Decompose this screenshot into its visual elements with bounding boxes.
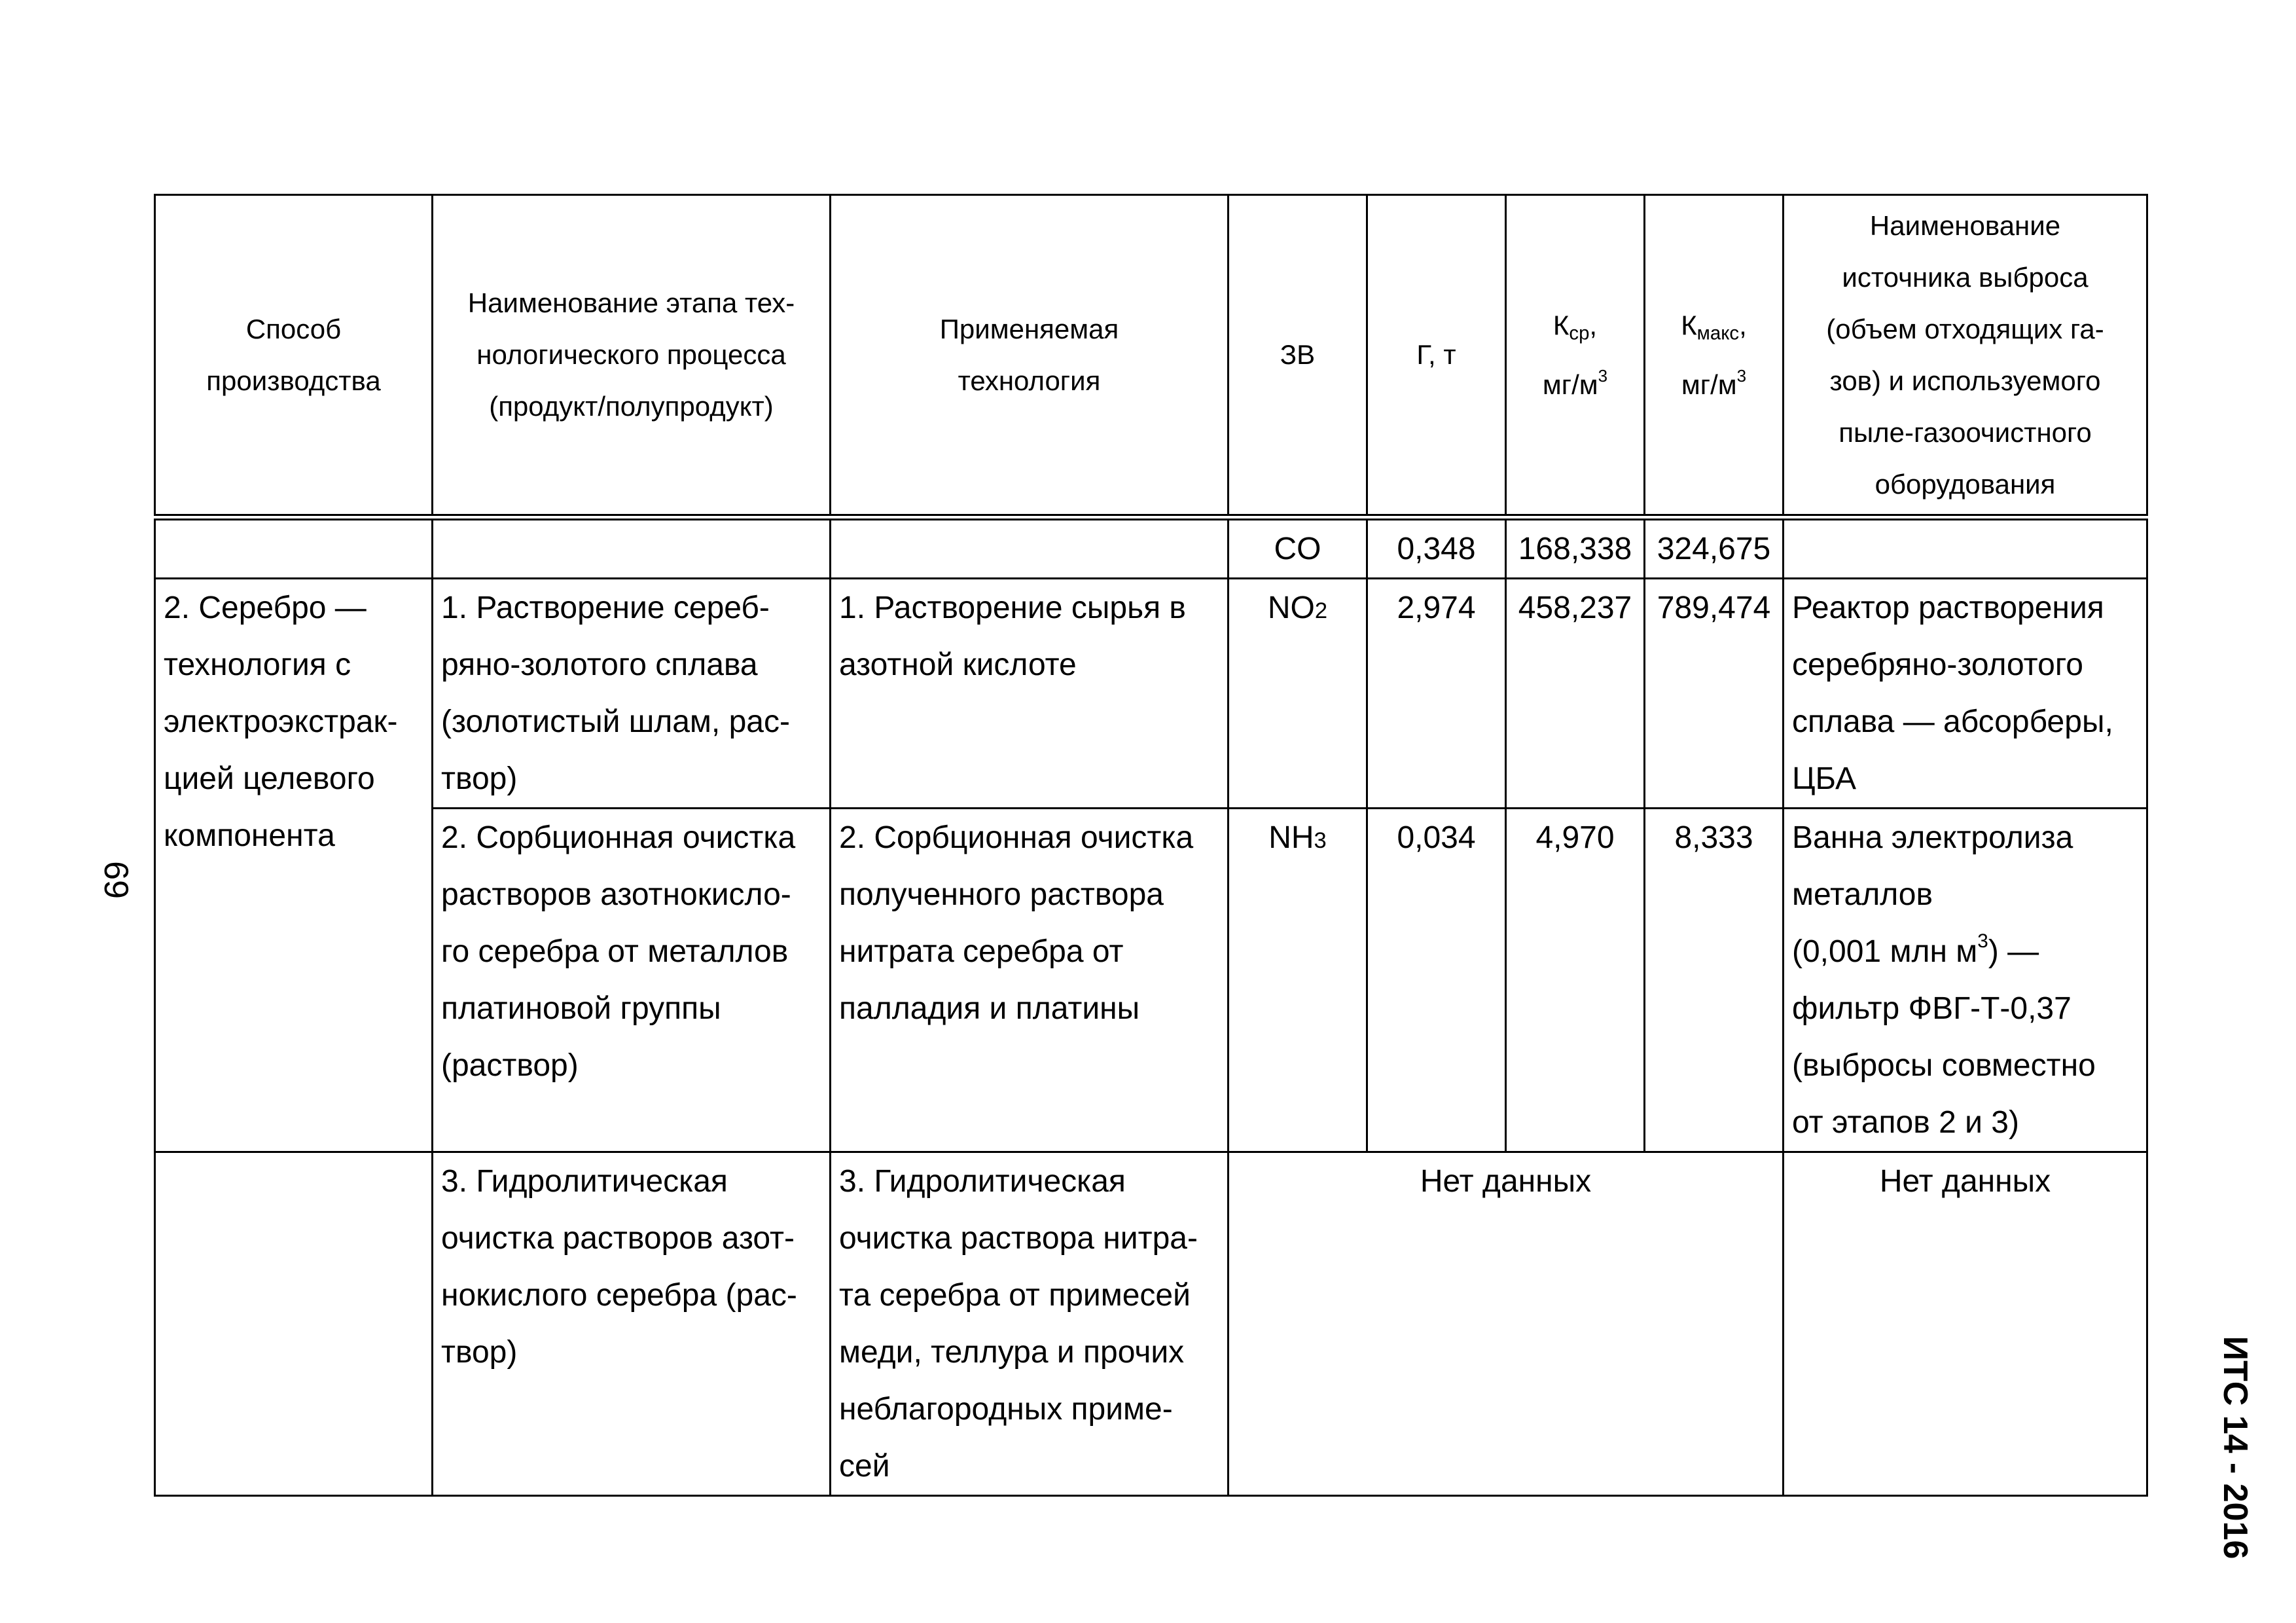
cell-k-avg: 168,338 [1506,517,1645,579]
emissions-table [154,194,2148,1497]
cell-source-empty [1784,517,2147,579]
header-pollutant: ЗВ [1229,195,1367,517]
table-row-no2 [155,578,2147,808]
cell-emission-source: Реактор растворения серебряно-золотого сплава — абсорберы, ЦБА [1784,578,2147,808]
cell-pollutant: NH3 [1229,808,1367,1152]
cell-k-max: 8,333 [1645,808,1784,1152]
header-process-stage: Наименование этапа тех- нологического процесса (продукт/полупродукт) [433,195,831,517]
cell-mass: 0,348 [1367,517,1506,579]
cell-method-empty [155,517,433,579]
cell-k-max: 324,675 [1645,517,1784,579]
cell-pollutant: NO2 [1229,578,1367,808]
cell-pollutant: CO [1229,517,1367,579]
cell-method-empty [155,1152,433,1495]
cell-mass: 0,034 [1367,808,1506,1152]
cell-k-avg: 458,237 [1506,578,1645,808]
table-row-nh3 [155,808,2147,1152]
cell-k-max: 789,474 [1645,578,1784,808]
cell-no-data: Нет данных [1229,1152,1784,1495]
header-mass-tons: Г, т [1367,195,1506,517]
cell-technology: 2. Сорбционная очистка полученного раствора нитрата серебра от палладия и платины [831,808,1229,1152]
cell-stage: 2. Сорбционная очистка растворов азотнокисло- го серебра от металлов платиновой группы (раствор) [433,808,831,1152]
cell-technology: 1. Растворение сырья в азотной кислоте [831,578,1229,808]
header-k-max: $К_{макс}$, $мг/м^3$ [1645,195,1784,517]
table-row-hydrolytic [155,1152,2147,1495]
cell-technology: 3. Гидролитическая очистка раствора нитра- та серебра от примесей меди, теллура и прочих неблагородных приме- сей [831,1152,1229,1495]
page-number: 69 [96,861,135,899]
header-technology: Применяемая технология [831,195,1229,517]
cell-mass: 2,974 [1367,578,1506,808]
table-row-co [155,517,2147,579]
cell-technology-empty [831,517,1229,579]
cell-emission-source: Ванна электролиза металлов (0,001 млн $м^3$) — фильтр ФВГ-Т-0,37 (выбросы совместно от этапов 2 и 3) [1784,808,2147,1152]
header-emission-source: Наименование источника выброса (объем отходящих га- зов) и используемого пыле-газоочистного оборудования [1784,195,2147,517]
table-header-row [155,195,2147,517]
header-k-avg: $К_{ср}$, $мг/м^3$ [1506,195,1645,517]
cell-stage: 3. Гидролитическая очистка растворов азот- нокислого серебра (рас- твор) [433,1152,831,1495]
cell-stage: 1. Растворение сереб- ряно-золотого сплава (золотистый шлам, рас- твор) [433,578,831,808]
header-production-method: Способ производства [155,195,433,517]
cell-stage-empty [433,517,831,579]
cell-k-avg: 4,970 [1506,808,1645,1152]
cell-production-method: 2. Серебро — технология с электроэкстрак- цией целевого компонента [155,578,433,1152]
document-code: ИТС 14 - 2016 [2216,1336,2254,1559]
cell-source-no-data: Нет данных [1784,1152,2147,1495]
